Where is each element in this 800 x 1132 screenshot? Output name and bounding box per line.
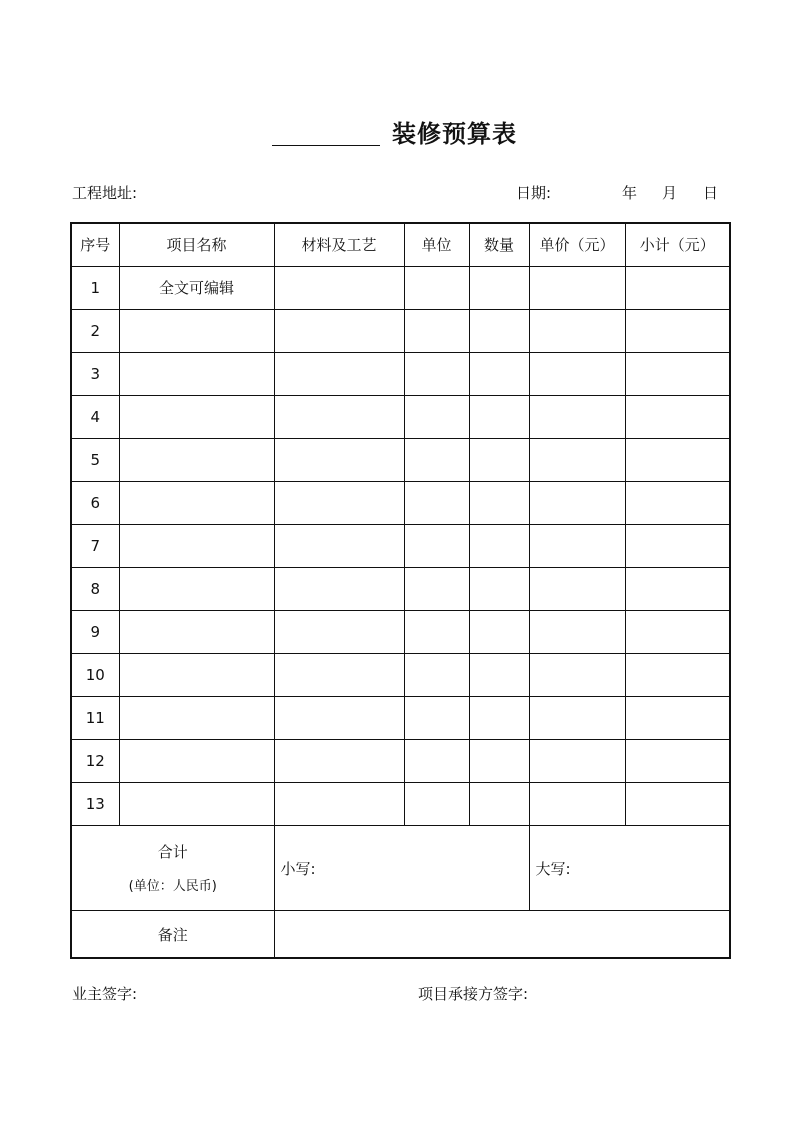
row-number-cell: 10 [71,653,119,696]
lowercase-amount-label: 小写: [280,859,316,878]
table-row [71,610,730,653]
quantity-cell[interactable] [469,395,529,438]
row-number-cell: 8 [71,567,119,610]
unit-price-cell[interactable] [529,352,625,395]
uppercase-amount-label: 大写: [535,859,571,878]
item-name-cell[interactable] [119,524,274,567]
material-cell[interactable] [274,697,404,740]
subtotal-cell[interactable] [625,567,730,610]
unit-price-cell[interactable] [529,610,625,653]
subtotal-cell[interactable] [625,438,730,481]
unit-price-cell[interactable] [529,309,625,352]
column-header: 材料及工艺 [274,223,404,266]
quantity-cell[interactable] [469,653,529,696]
remarks-cell[interactable] [274,911,730,958]
item-name-cell[interactable] [119,481,274,524]
item-name-cell[interactable] [119,438,274,481]
unit-price-cell[interactable] [529,567,625,610]
unit-price-cell[interactable] [529,697,625,740]
subtotal-cell[interactable] [625,697,730,740]
row-number-cell: 11 [71,697,119,740]
unit-cell[interactable] [404,783,469,826]
date-month-label: 月 [662,184,678,202]
subtotal-cell[interactable] [625,395,730,438]
column-header: 单价（元） [529,223,625,266]
row-number-cell: 9 [71,610,119,653]
subtotal-cell[interactable] [625,309,730,352]
unit-cell[interactable] [404,395,469,438]
subtotal-cell[interactable] [625,266,730,309]
unit-price-cell[interactable] [529,653,625,696]
unit-cell[interactable] [404,352,469,395]
item-name-cell[interactable] [119,740,274,783]
item-name-cell[interactable] [119,309,274,352]
item-name-cell[interactable] [119,783,274,826]
table-row [71,352,730,395]
row-number-cell: 2 [71,309,119,352]
material-cell[interactable] [274,481,404,524]
item-name-cell[interactable]: 全文可编辑 [119,266,274,309]
material-cell[interactable] [274,309,404,352]
table-row [71,309,730,352]
quantity-cell[interactable] [469,697,529,740]
table-row [71,567,730,610]
unit-price-cell[interactable] [529,395,625,438]
subtotal-cell[interactable] [625,481,730,524]
unit-cell[interactable] [404,309,469,352]
total-row [71,826,730,911]
table-header-row [71,223,730,266]
table-row [71,438,730,481]
quantity-cell[interactable] [469,352,529,395]
item-name-cell[interactable] [119,697,274,740]
material-cell[interactable] [274,610,404,653]
unit-cell[interactable] [404,697,469,740]
subtotal-cell[interactable] [625,610,730,653]
table-row [71,395,730,438]
unit-price-cell[interactable] [529,524,625,567]
row-number-cell: 6 [71,481,119,524]
column-header: 数量 [469,223,529,266]
unit-cell[interactable] [404,653,469,696]
table-row [71,653,730,696]
unit-cell[interactable] [404,266,469,309]
column-header: 小计（元） [625,223,730,266]
item-name-cell[interactable] [119,395,274,438]
unit-price-cell[interactable] [529,438,625,481]
date-day-label: 日 [703,184,719,202]
subtotal-cell[interactable] [625,352,730,395]
quantity-cell[interactable] [469,481,529,524]
quantity-cell[interactable] [469,309,529,352]
table-row [71,266,730,309]
subtotal-cell[interactable] [625,783,730,826]
material-cell[interactable] [274,653,404,696]
item-name-cell[interactable] [119,653,274,696]
item-name-cell[interactable] [119,567,274,610]
unit-cell[interactable] [404,524,469,567]
unit-cell[interactable] [404,567,469,610]
contractor-signature-label: 项目承接方签字: [418,985,529,1003]
column-header: 项目名称 [119,223,274,266]
budget-table [70,222,731,959]
quantity-cell[interactable] [469,783,529,826]
table-row [71,783,730,826]
unit-cell[interactable] [404,438,469,481]
material-cell[interactable] [274,395,404,438]
unit-price-cell[interactable] [529,266,625,309]
title-area [0,112,800,152]
total-unit-label: (单位：人民币) [128,878,217,894]
material-cell[interactable] [274,740,404,783]
subtotal-cell[interactable] [625,653,730,696]
quantity-cell[interactable] [469,740,529,783]
uppercase-amount-cell[interactable] [529,826,730,911]
owner-signature-label: 业主签字: [72,985,138,1003]
material-cell[interactable] [274,524,404,567]
unit-cell[interactable] [404,481,469,524]
material-cell[interactable] [274,783,404,826]
quantity-cell[interactable] [469,266,529,309]
date-year-label: 年 [622,184,638,202]
column-header: 单位 [404,223,469,266]
total-label-cell [71,826,274,911]
unit-cell[interactable] [404,740,469,783]
column-header: 序号 [71,223,119,266]
quantity-cell[interactable] [469,567,529,610]
table-row [71,697,730,740]
unit-cell[interactable] [404,610,469,653]
quantity-cell[interactable] [469,610,529,653]
quantity-cell[interactable] [469,524,529,567]
material-cell[interactable] [274,352,404,395]
total-label: 合计 [157,842,188,861]
unit-price-cell[interactable] [529,783,625,826]
material-cell[interactable] [274,266,404,309]
budget-table-body [71,223,730,958]
row-number-cell: 13 [71,783,119,826]
row-number-cell: 3 [71,352,119,395]
page-title: 装修预算表 [392,120,517,148]
material-cell[interactable] [274,567,404,610]
table-row [71,481,730,524]
item-name-cell[interactable] [119,610,274,653]
row-number-cell: 5 [71,438,119,481]
table-row [71,524,730,567]
subtotal-cell[interactable] [625,524,730,567]
row-number-cell: 12 [71,740,119,783]
lowercase-amount-cell[interactable] [274,826,529,911]
row-number-cell: 4 [71,395,119,438]
date-label: 日期: [516,184,552,202]
unit-price-cell[interactable] [529,740,625,783]
item-name-cell[interactable] [119,352,274,395]
unit-price-cell[interactable] [529,481,625,524]
remarks-label: 备注 [71,911,274,958]
remarks-row [71,911,730,958]
address-label: 工程地址: [72,184,138,202]
row-number-cell: 1 [71,266,119,309]
subtotal-cell[interactable] [625,740,730,783]
row-number-cell: 7 [71,524,119,567]
table-row [71,740,730,783]
quantity-cell[interactable] [469,438,529,481]
material-cell[interactable] [274,438,404,481]
title-blank-line[interactable] [272,145,380,146]
